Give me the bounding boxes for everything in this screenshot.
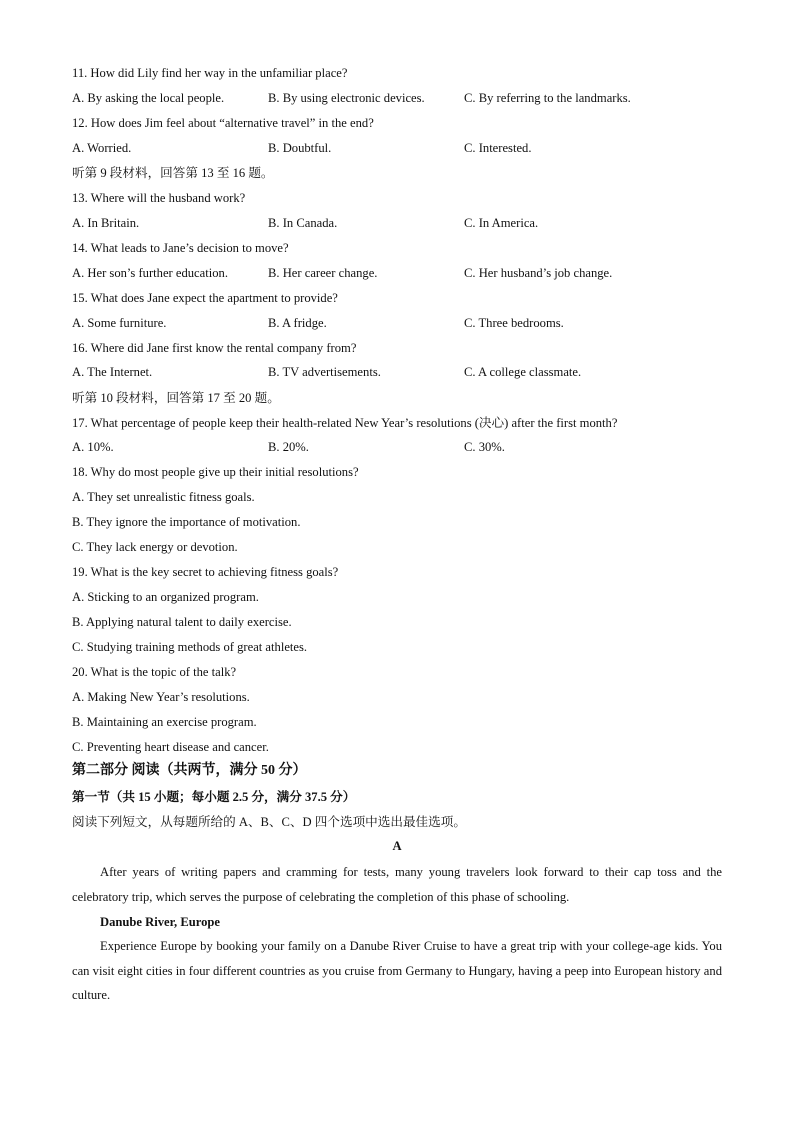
question-14-option-b: B. Her career change. (268, 266, 378, 280)
question-17-option-c: C. 30%. (464, 440, 505, 454)
section-9-instruction: 听第 9 段材料，回答第 13 至 16 题。 (72, 166, 274, 180)
question-14-option-a: A. Her son’s further education. (72, 266, 228, 280)
question-18-stem: 18. Why do most people give up their initial resolutions? (72, 465, 359, 479)
question-16-option-b: B. TV advertisements. (268, 365, 381, 379)
question-13-option-a: A. In Britain. (72, 216, 140, 230)
question-15-stem: 15. What does Jane expect the apartment to provide? (72, 291, 338, 305)
question-19-option-c: C. Studying training methods of great athletes. (72, 640, 308, 654)
question-13-stem: 13. Where will the husband work? (72, 191, 246, 205)
passage-letter: A (392, 839, 402, 853)
question-19-option-a: A. Sticking to an organized program. (72, 590, 259, 604)
question-11-option-a: A. By asking the local people. (72, 91, 225, 105)
passage-subheading: Danube River, Europe (100, 915, 221, 929)
question-11-option-b: B. By using electronic devices. (268, 91, 425, 105)
part-2-title: 第二部分 阅读（共两节，满分 50 分） (72, 763, 307, 778)
question-14-stem: 14. What leads to Jane’s decision to move? (72, 241, 289, 255)
section-10-instruction: 听第 10 段材料，回答第 17 至 20 题。 (72, 391, 280, 405)
passage-paragraph-1: Experience Europe by booking your family on a Danube River Cruise to have a great trip with your college-age kids. You can visit eight cities in four different countries as you cruise from Germany to Hungary, having a peep into European history and culture. (72, 939, 722, 1003)
question-11-stem: 11. How did Lily find her way in the unfamiliar place? (72, 66, 348, 80)
question-18-option-a: A. They set unrealistic fitness goals. (72, 490, 255, 504)
question-12-stem: 12. How does Jim feel about “alternative travel” in the end? (72, 116, 374, 130)
passage-intro-paragraph: After years of writing papers and cramming for tests, many young travelers look forward to their cap toss and the celebratory trip, which serves the purpose of celebrating the completion of this phase of schooling. (72, 865, 722, 904)
section-1-heading: 第一节（共 15 小题；每小题 2.5 分，满分 37.5 分） (72, 790, 356, 804)
question-17-option-b: B. 20%. (268, 440, 309, 454)
question-15-option-b: B. A fridge. (268, 316, 327, 330)
question-12-option-b: B. Doubtful. (268, 141, 332, 155)
question-19-option-b: B. Applying natural talent to daily exercise. (72, 615, 292, 629)
question-17-option-a: A. 10%. (72, 440, 114, 454)
question-16-option-c: C. A college classmate. (464, 365, 582, 379)
question-16-option-a: A. The Internet. (72, 365, 153, 379)
question-19-stem: 19. What is the key secret to achieving fitness goals? (72, 565, 339, 579)
question-16-stem: 16. Where did Jane first know the rental company from? (72, 341, 357, 355)
question-20-option-c: C. Preventing heart disease and cancer. (72, 740, 269, 754)
question-13-option-b: B. In Canada. (268, 216, 338, 230)
question-17-stem: 17. What percentage of people keep their health-related New Year’s resolutions (决心) after the first month? (72, 416, 618, 430)
question-20-stem: 20. What is the topic of the talk? (72, 665, 237, 679)
question-13-option-c: C. In America. (464, 216, 539, 230)
question-18-option-c: C. They lack energy or devotion. (72, 540, 238, 554)
question-18-option-b: B. They ignore the importance of motivation. (72, 515, 301, 529)
reading-instruction: 阅读下列短文，从每题所给的 A、B、C、D 四个选项中选出最佳选项。 (72, 815, 466, 829)
question-20-option-a: A. Making New Year’s resolutions. (72, 690, 250, 704)
question-12-option-c: C. Interested. (464, 141, 532, 155)
question-15-option-c: C. Three bedrooms. (464, 316, 564, 330)
question-12-option-a: A. Worried. (72, 141, 132, 155)
question-11-option-c: C. By referring to the landmarks. (464, 91, 631, 105)
question-14-option-c: C. Her husband’s job change. (464, 266, 613, 280)
question-15-option-a: A. Some furniture. (72, 316, 167, 330)
question-20-option-b: B. Maintaining an exercise program. (72, 715, 257, 729)
